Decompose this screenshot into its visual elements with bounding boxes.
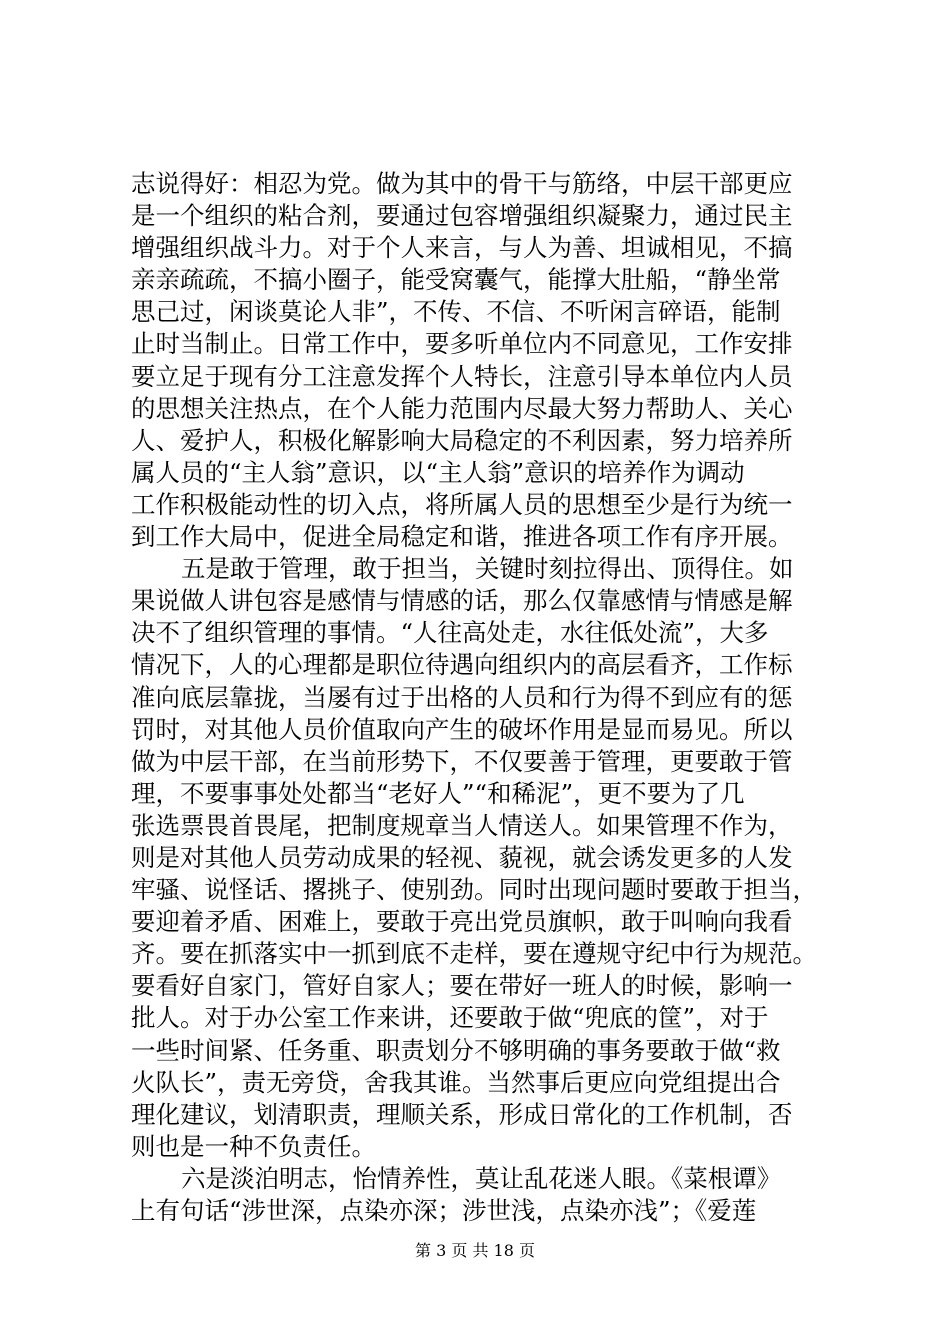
text-line: 批人。对于办公室工作来讲，还要敢于做“兜底的筐”，对于	[131, 1003, 769, 1033]
text-line: 火队长”，责无旁贷，舍我其谁。当然事后更应向党组提出合	[131, 1067, 781, 1097]
text-line: 上有句话“涉世深，点染亦深；涉世浅，点染亦浅”；《爱莲	[131, 1196, 757, 1225]
text-line: 到工作大局中，促进全局稳定和谐，推进各项工作有序开展。	[131, 522, 793, 552]
text-line: 张选票畏首畏尾，把制度规章当人情送人。如果管理不作为，	[131, 810, 793, 840]
text-line: 要立足于现有分工注意发挥个人特长，注意引导本单位内人员	[131, 361, 793, 391]
text-line: 理化建议，划清职责，理顺关系，形成日常化的工作机制，否	[131, 1099, 793, 1129]
text-line: 六是淡泊明志，怡情养性，莫让乱花迷人眼。《菜根谭》	[181, 1163, 782, 1193]
text-line: 要看好自家门，管好自家人；要在带好一班人的时候，影响一	[131, 971, 793, 1001]
text-line: 属人员的“主人翁”意识，以“主人翁”意识的培养作为调动	[131, 457, 745, 487]
text-line: 思己过，闲谈莫论人非”，不传、不信、不听闲言碎语，能制	[131, 297, 781, 327]
text-line: 亲亲疏疏，不搞小圈子，能受窝囊气，能撑大肚船，“静坐常	[131, 265, 781, 295]
text-line: 齐。要在抓落实中一抓到底不走样，要在遵规守纪中行为规范。	[131, 939, 817, 969]
text-line: 增强组织战斗力。对于个人来言，与人为善、坦诚相见，不搞	[131, 233, 793, 263]
text-line: 则是对其他人员劳动成果的轻视、藐视，就会诱发更多的人发	[131, 842, 793, 872]
text-line: 五是敢于管理，敢于担当，关键时刻拉得出、顶得住。如	[181, 554, 794, 584]
text-line: 则也是一种不负责任。	[131, 1131, 376, 1161]
text-line: 志说得好：相忍为党。做为其中的骨干与筋络，中层干部更应	[131, 169, 793, 198]
text-line: 的思想关注热点，在个人能力范围内尽最大努力帮助人、关心	[131, 393, 793, 423]
text-line: 理，不要事事处处都当“老好人”“和稀泥”，更不要为了几	[131, 778, 745, 808]
text-line: 决不了组织管理的事情。“人往高处走，水往低处流”，大多	[131, 618, 769, 648]
text-line: 是一个组织的粘合剂，要通过包容增强组织凝聚力，通过民主	[131, 201, 793, 231]
text-line: 准向底层靠拢，当屡有过于出格的人员和行为得不到应有的惩	[131, 682, 793, 712]
text-line: 牢骚、说怪话、撂挑子、使别劲。同时出现问题时要敢于担当，	[131, 875, 817, 905]
text-line: 罚时，对其他人员价值取向产生的破坏作用是显而易见。所以	[131, 714, 793, 744]
document-body	[131, 168, 827, 1227]
text-line: 一些时间紧、任务重、职责划分不够明确的事务要敢于做“救	[131, 1035, 781, 1065]
text-line: 做为中层干部，在当前形势下，不仅要善于管理，更要敢于管	[131, 746, 793, 776]
text-line: 要迎着矛盾、困难上，要敢于亮出党员旗帜，敢于叫响向我看	[131, 907, 793, 937]
text-line: 果说做人讲包容是感情与情感的话，那么仅靠感情与情感是解	[131, 586, 793, 616]
page-footer: 第 3 页 共 18 页	[415, 1241, 535, 1260]
text-line: 工作积极能动性的切入点，将所属人员的思想至少是行为统一	[131, 489, 793, 519]
text-line: 止时当制止。日常工作中，要多听单位内不同意见，工作安排	[131, 329, 793, 359]
text-line: 人、爱护人，积极化解影响大局稳定的不利因素，努力培养所	[131, 425, 793, 455]
text-line: 情况下，人的心理都是职位待遇向组织内的高层看齐，工作标	[131, 650, 793, 680]
